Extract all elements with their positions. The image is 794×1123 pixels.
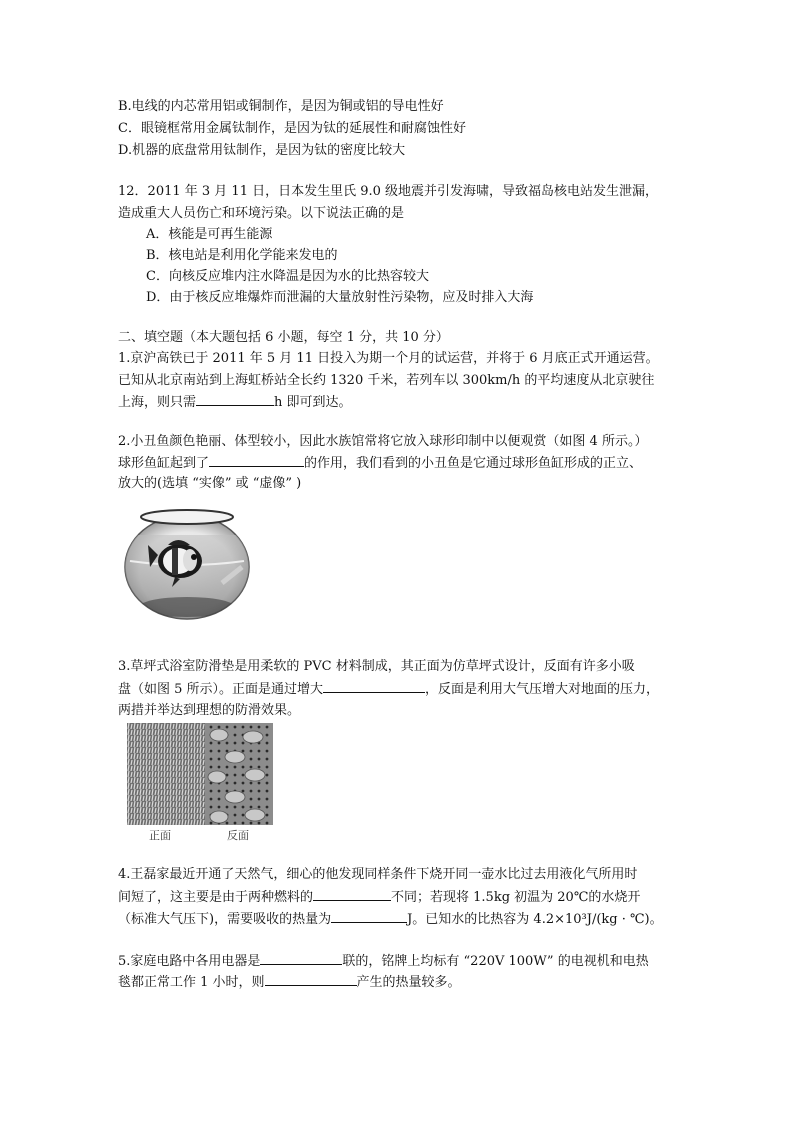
- fill-q4-text-before2: （标准大气压下)，需要吸收的热量为: [118, 912, 332, 927]
- fill-q5-blank2[interactable]: [265, 971, 357, 986]
- q12-stem-line1: 12．2011 年 3 月 11 日，日本发生里氏 9.0 级地震并引发海啸，导致福岛核电站发生泄漏，: [118, 184, 659, 199]
- fill-q2-text-after: 的作用，我们看到的小丑鱼是它通过球形鱼缸形成的正立、: [304, 456, 643, 471]
- fill-q4-text-after: 不同；若现将 1.5kg 初温为 20℃的水烧开: [391, 890, 641, 905]
- fill-q2-line2: [118, 452, 642, 475]
- fill-q1-text-before: 上海，则只需: [118, 395, 197, 410]
- fill-q3-line1: 3.草坪式浴室防滑垫是用柔软的 PVC 材料制成，其正面为仿草坪式设计，反面有许多小吸: [118, 659, 635, 674]
- fig-label-front: 正面: [149, 829, 171, 842]
- q12-option-d: D．由于核反应堆爆炸而泄漏的大量放射性污染物，应及时排入大海: [146, 290, 534, 305]
- q12-option-a: A．核能是可再生能源: [146, 227, 273, 242]
- fill-q2-text-before: 球形鱼缸起到了: [118, 456, 210, 471]
- fill-q5-blank1[interactable]: [260, 950, 342, 965]
- fill-q1-line2: 已知从北京南站到上海虹桥站全长约 1320 千米，若列车以 300km/h 的平均速度从北京驶往: [118, 373, 655, 388]
- fill-q4-text-after2: J。已知水的比热容为 4.2×10³J/(kg · ℃)。: [407, 912, 663, 927]
- fig-label-back: 反面: [227, 829, 249, 842]
- fill-q1-blank[interactable]: [196, 391, 274, 406]
- fill-q3-line2: [118, 678, 659, 701]
- fill-q2-line3: 放大的(选填 “实像” 或 “虚像” ): [118, 476, 302, 491]
- fill-q4-blank2[interactable]: [331, 908, 407, 923]
- fill-q2-line1: 2.小丑鱼颜色艳丽、体型较小，因此水族馆常将它放入球形印制中以便观赏（如图 4 所示。）: [118, 434, 648, 449]
- fill-q3-text-before: 盘（如图 5 所示）。正面是通过增大: [118, 682, 324, 697]
- fill-q4-text-before: 间短了，这主要是由于两种燃料的: [118, 890, 314, 905]
- fill-q5-text-before2: 毯都正常工作 1 小时，则: [118, 975, 265, 990]
- q12-option-b: B．核电站是利用化学能来发电的: [146, 248, 338, 263]
- fill-q3-blank[interactable]: [323, 678, 425, 693]
- fill-q5-text-after: 联的，铭牌上均标有 “220V 100W” 的电视机和电热: [342, 954, 649, 969]
- fill-q4-line2: [118, 886, 640, 909]
- fill-q4-blank1[interactable]: [313, 886, 391, 901]
- fill-q1-line1: 1.京沪高铁已于 2011 年 5 月 11 日投入为期一个月的试运营，并将于 6 月底正式开通运营。: [118, 351, 659, 366]
- q11-option-d: D.机器的底盘常用钛制作，是因为钛的密度比较大: [118, 143, 406, 158]
- fill-q3-text-after: ，反面是利用大气压增大对地面的压力，: [425, 682, 660, 697]
- fill-q5-line1: [118, 950, 649, 973]
- fill-q1-text-after: h 即可到达。: [274, 395, 352, 410]
- fill-q3-line3: 两措并举达到理想的防滑效果。: [118, 703, 301, 718]
- mat-photo: [127, 723, 273, 825]
- q12-stem-line2: 造成重大人员伤亡和环境污染。以下说法正确的是: [118, 206, 405, 221]
- fill-q4-line3: [118, 908, 663, 931]
- fill-q1-line3: [118, 391, 352, 414]
- section2-title: 二、填空题（本大题包括 6 小题，每空 1 分，共 10 分）: [118, 330, 449, 345]
- fill-q5-text-before: 5.家庭电路中各用电器是: [118, 954, 261, 969]
- antislip-mat-figure: [127, 723, 273, 845]
- fill-q5-line2: [118, 971, 461, 994]
- fishbowl-figure: [120, 505, 255, 621]
- fill-q2-blank[interactable]: [209, 452, 304, 467]
- q11-option-c: C．眼镜框常用金属钛制作，是因为钛的延展性和耐腐蚀性好: [118, 121, 466, 136]
- fill-q5-text-after2: 产生的热量较多。: [356, 975, 461, 990]
- q12-option-c: C．向核反应堆内注水降温是因为水的比热容较大: [146, 269, 429, 284]
- fill-q4-line1: 4.王磊家最近开通了天然气，细心的他发现同样条件下烧开同一壶水比过去用液化气所用时: [118, 867, 638, 882]
- q11-option-b: B.电线的内芯常用铝或铜制作，是因为铜或铝的导电性好: [118, 99, 444, 114]
